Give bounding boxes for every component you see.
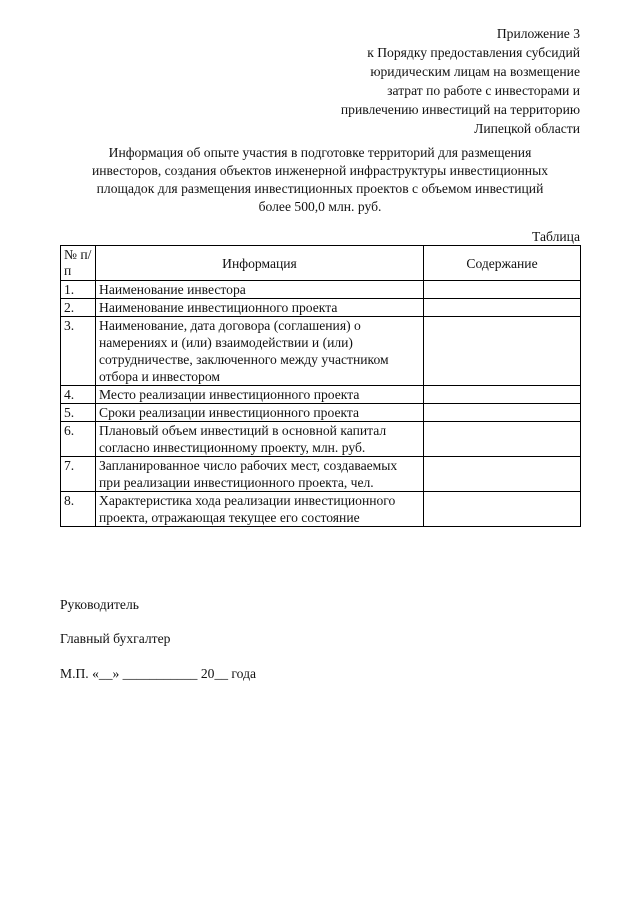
table-row xyxy=(61,457,581,492)
table-header-row xyxy=(61,246,581,281)
row-content xyxy=(424,422,581,457)
row-information: Плановый объем инвестиций в основной капитал согласно инвестиционному проекту, млн. руб. xyxy=(96,422,424,457)
row-content xyxy=(424,386,581,404)
row-number: 1. xyxy=(61,281,96,299)
title-line: инвесторов, создания объектов инженерной инфраструктуры инвестиционных xyxy=(91,163,549,178)
table-row xyxy=(61,317,581,386)
document-title xyxy=(60,144,580,216)
appendix-line: привлечению инвестиций на территорию xyxy=(340,102,580,117)
row-number: 2. xyxy=(61,299,96,317)
row-number: 3. xyxy=(61,317,96,386)
header-information: Информация xyxy=(96,246,424,281)
appendix-line: Приложение 3 xyxy=(496,26,580,41)
row-content xyxy=(424,457,581,492)
table-row xyxy=(61,299,581,317)
accountant-signature-label: Главный бухгалтер xyxy=(60,631,171,646)
appendix-line: юридическим лицам на возмещение xyxy=(370,64,580,79)
table-row xyxy=(61,386,581,404)
row-content xyxy=(424,404,581,422)
header-number: № п/п xyxy=(61,246,96,281)
info-table xyxy=(60,245,581,527)
row-information: Запланированное число рабочих мест, создаваемых при реализации инвестиционного проекта, чел. xyxy=(96,457,424,492)
row-number: 5. xyxy=(61,404,96,422)
table-row xyxy=(61,281,581,299)
row-content xyxy=(424,492,581,527)
row-information: Характеристика хода реализации инвестиционного проекта, отражающая текущее его состояние xyxy=(96,492,424,527)
title-line: более 500,0 млн. руб. xyxy=(258,199,382,214)
stamp-date-line: М.П. «__» ___________ 20__ года xyxy=(60,666,257,681)
row-information: Место реализации инвестиционного проекта xyxy=(96,386,424,404)
row-information: Сроки реализации инвестиционного проекта xyxy=(96,404,424,422)
table-caption: Таблица xyxy=(532,229,580,244)
row-content xyxy=(424,317,581,386)
row-content xyxy=(424,299,581,317)
row-content xyxy=(424,281,581,299)
header-content: Содержание xyxy=(424,246,581,281)
appendix-header xyxy=(280,24,580,138)
table-row xyxy=(61,404,581,422)
row-number: 8. xyxy=(61,492,96,527)
row-number: 4. xyxy=(61,386,96,404)
row-number: 6. xyxy=(61,422,96,457)
title-line: площадок для размещения инвестиционных проектов с объемом инвестиций xyxy=(96,181,544,196)
appendix-line: к Порядку предоставления субсидий xyxy=(367,45,580,60)
appendix-line: затрат по работе с инвесторами и xyxy=(387,83,580,98)
table-row xyxy=(61,492,581,527)
row-number: 7. xyxy=(61,457,96,492)
row-information: Наименование инвестора xyxy=(96,281,424,299)
appendix-line: Липецкой области xyxy=(474,121,580,136)
row-information: Наименование, дата договора (соглашения) о намерениях и (или) взаимодействии и (или) сотрудничестве, заключенного между участником отбора и инвестором xyxy=(96,317,424,386)
head-signature-label: Руководитель xyxy=(60,597,139,612)
title-line: Информация об опыте участия в подготовке территорий для размещения xyxy=(108,145,532,160)
row-information: Наименование инвестиционного проекта xyxy=(96,299,424,317)
table-row xyxy=(61,422,581,457)
